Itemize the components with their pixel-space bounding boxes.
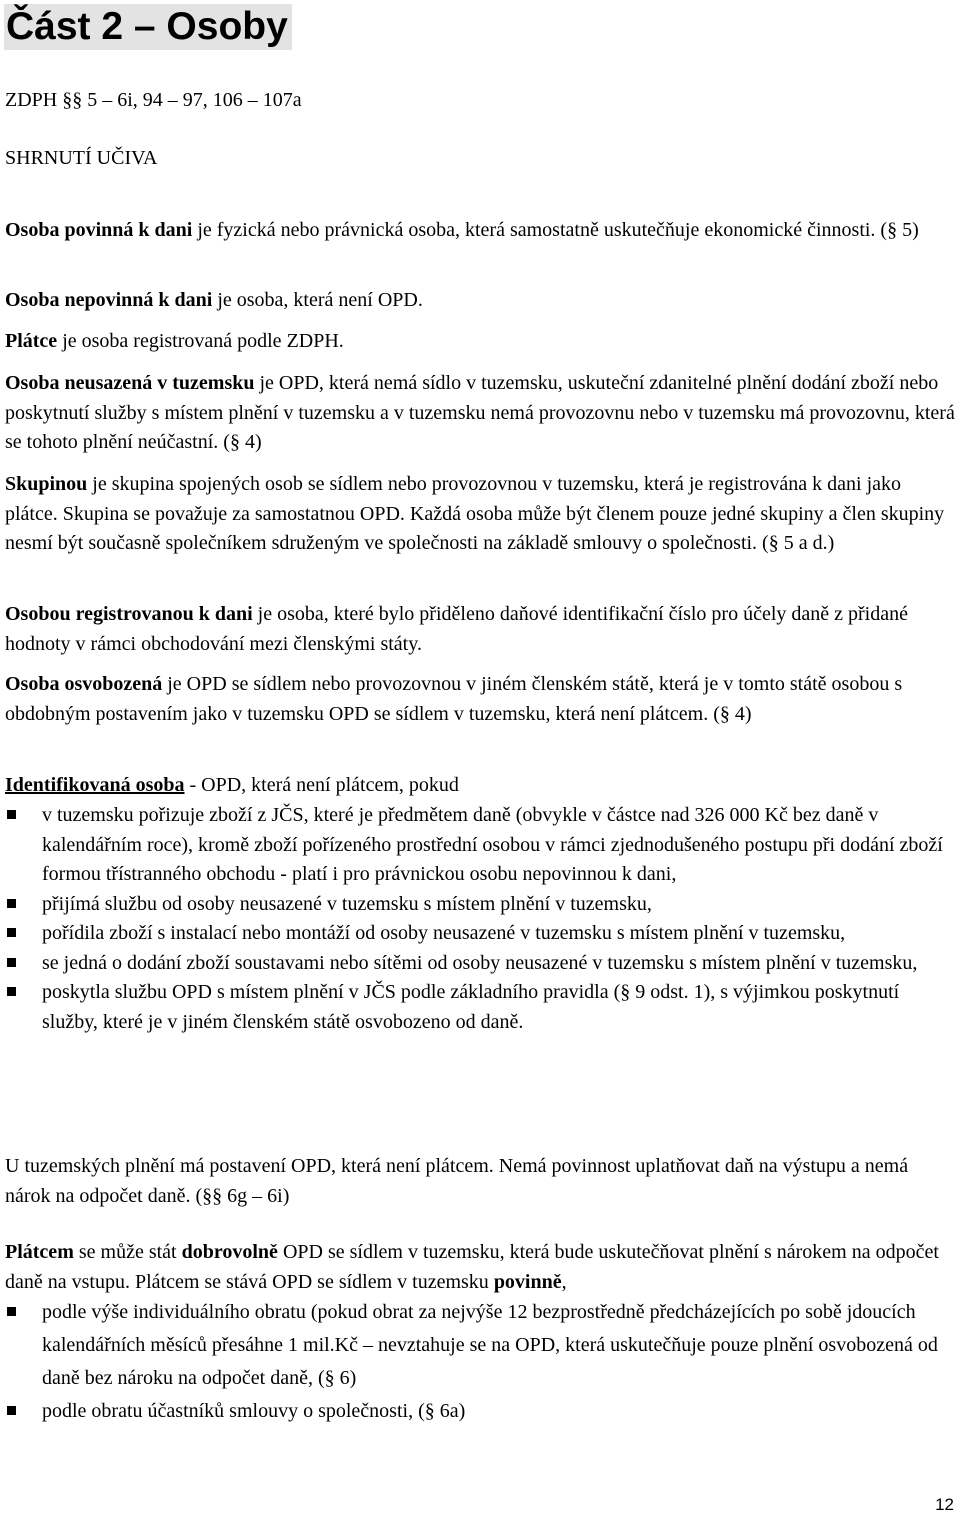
definition-non-taxable-person — [5, 286, 955, 316]
list-item: se jedná o dodání zboží soustavami nebo sítěmi od osoby neusazené v tuzemsku s místem plnění v tuzemsku, — [5, 949, 955, 979]
list-item: podle výše individuálního obratu (pokud obrat za nejvýše 12 bezprostředně předcházejících po sobě jdoucích kalendářních měsíců přesáhne 1 mil.Kč – nevztahuje se na OPD, která uskutečňuje pouze plnění osvobozená od daně bez nároku na odpočet daně, (§ 6) — [5, 1296, 955, 1395]
definition-text: je osoba, které bylo přiděleno daňové identifikační číslo pro účely daně z přidané hodnoty v rámci obchodování mezi členskými státy. — [5, 603, 908, 655]
list-item: pořídila zboží s instalací nebo montáží od osoby neusazené v tuzemsku s místem plnění v tuzemsku, — [5, 919, 955, 949]
definition-exempt-person — [5, 670, 955, 729]
bullet-icon — [7, 958, 16, 967]
term: dobrovolně — [181, 1241, 278, 1263]
bullet-icon — [7, 1406, 16, 1415]
list-item: v tuzemsku pořizuje zboží z JČS, které je předmětem daně (obvykle v částce nad 326 000 Kč bez daně v kalendářním roce), kromě zboží pořízeného prostřední osobou v rámci zjednodušeného postupu při dodání zboží formou třístranného obchodu - platí i pro právnickou osobu nepovinnou k dani, — [5, 801, 955, 890]
domestic-status-paragraph: U tuzemských plnění má postavení OPD, která není plátcem. Nemá povinnost uplatňovat daň na výstupu a nemá nárok na odpočet daně. (§§ 6g – 6i) — [5, 1155, 909, 1207]
bullet-icon — [7, 899, 16, 908]
definition-taxable-person — [5, 216, 955, 246]
definition-text: - OPD, která není plátcem, pokud — [184, 774, 459, 796]
term: Identifikovaná osoba — [5, 774, 185, 796]
bullet-icon — [7, 987, 16, 996]
definition-payer — [5, 327, 955, 357]
payer-paragraph: Plátcem se může stát dobrovolně OPD se sídlem v tuzemsku, která bude uskutečňovat plnění s nárokem na odpočet daně na vstupu. Plátcem se stává OPD se sídlem v tuzemsku povinně, — [5, 1241, 939, 1293]
definition-text: je skupina spojených osob se sídlem nebo provozovnou v tuzemsku, která je registrována k dani jako plátce. Skupina se považuje za samostatnou OPD. Každá osoba může být členem pouze jedné skupiny a člen skupiny nesmí být současně společníkem sdruženým ve společnosti na základě smlouvy o společnosti. (§ 5 a d.) — [5, 473, 945, 554]
bullet-icon — [7, 1307, 16, 1316]
bullet-icon — [7, 928, 16, 937]
mandatory-payer-list — [5, 1296, 955, 1428]
definition-text: je osoba registrovaná podle ZDPH. — [57, 330, 344, 352]
bullet-icon — [7, 810, 16, 819]
definition-text: je fyzická nebo právnická osoba, která samostatně uskutečňuje ekonomické činnosti. (§ 5) — [192, 219, 919, 241]
term: Osoba neusazená v tuzemsku — [5, 372, 255, 394]
list-item: přijímá službu od osoby neusazené v tuzemsku s místem plnění v tuzemsku, — [5, 890, 955, 920]
term: Osoba osvobozená — [5, 673, 163, 695]
term: Plátce — [5, 330, 58, 352]
definition-group — [5, 470, 955, 559]
list-item: poskytla službu OPD s místem plnění v JČS podle základního pravidla (§ 9 odst. 1), s výjimkou poskytnutí služby, které je v jiném členském státě osvobozeno od daně. — [5, 978, 955, 1037]
term: povinně — [493, 1270, 562, 1293]
page-number: 12 — [935, 1495, 954, 1514]
term: Osoba povinná k dani — [5, 219, 193, 241]
law-reference: ZDPH §§ 5 – 6i, 94 – 97, 106 – 107a — [5, 89, 302, 111]
term: Osobou registrovanou k dani — [5, 603, 253, 625]
term: Plátcem — [5, 1241, 74, 1263]
definition-text: je OPD, která nemá sídlo v tuzemsku, uskuteční zdanitelné plnění dodání zboží nebo poskytnutí služby s místem plnění v tuzemsku a v tuzemsku nemá provozovnu nebo v tuzemsku má provozovnu, která se tohoto plnění neúčastní. (§ 4) — [5, 372, 955, 453]
list-item: podle obratu účastníků smlouvy o společnosti, (§ 6a) — [5, 1395, 955, 1428]
definition-identified-person — [5, 771, 955, 801]
definition-text: je OPD se sídlem nebo provozovnou v jiném členském státě, která je v tomto státě osobou s obdobným postavením jako v tuzemsku OPD se sídlem v tuzemsku, která není plátcem. (§ 4) — [5, 673, 903, 725]
term: Skupinou — [5, 473, 88, 495]
definition-text: je osoba, která není OPD. — [212, 289, 423, 311]
identified-person-list — [5, 801, 955, 1037]
summary-title: SHRNUTÍ UČIVA — [5, 147, 158, 169]
definition-non-established-person — [5, 369, 955, 458]
term: Osoba nepovinná k dani — [5, 289, 213, 311]
chapter-heading: Část 2 – Osoby — [4, 4, 292, 50]
definition-registered-person — [5, 600, 955, 659]
